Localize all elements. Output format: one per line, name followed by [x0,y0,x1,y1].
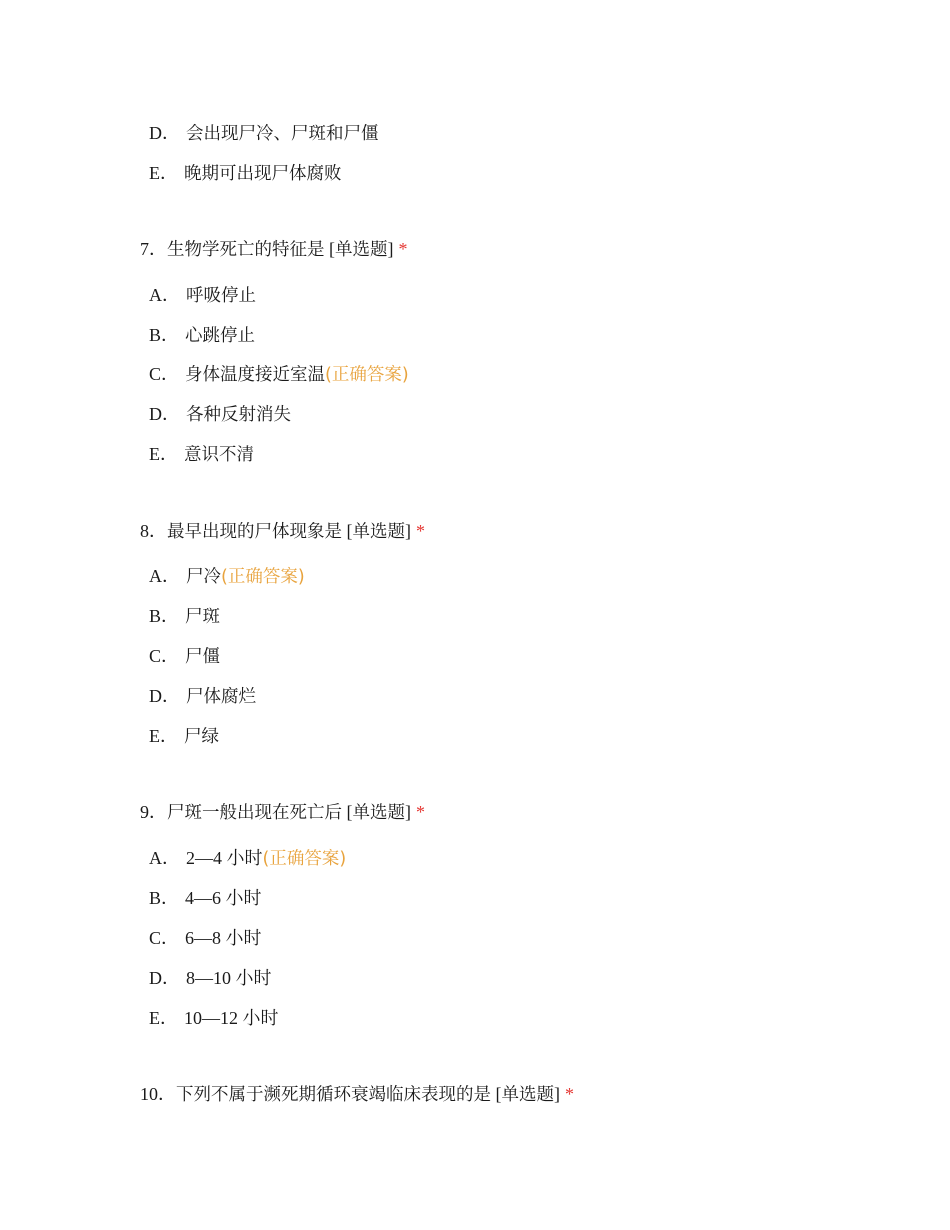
option [149,644,220,669]
option [149,926,262,950]
question-7-title [140,237,408,262]
option-text: 身体温度接近室温 [185,365,326,385]
option [149,724,219,749]
required-mark: * [416,521,425,541]
option-text: 10—12 小时 [184,1008,279,1028]
option-letter: E． [149,726,178,746]
required-mark: * [416,802,425,822]
option-text: 意识不清 [184,445,254,465]
option-e-prev [149,161,342,186]
option-letter: A． [149,848,180,868]
option-text: 会出现尸冷、尸斑和尸僵 [186,124,379,144]
option-letter: C． [149,364,180,384]
question-number: 8． [140,521,167,541]
option-text: 尸斑 [185,607,221,627]
question-number: 10． [140,1084,176,1104]
option [149,442,254,467]
option-letter: B． [149,325,180,345]
option-d-prev [149,121,379,146]
option [149,604,220,629]
option-correct [149,564,305,589]
option-letter: B． [149,606,180,626]
option-letter: E． [149,444,178,464]
option-letter: E． [149,1008,178,1028]
option-text: 8—10 小时 [186,968,272,988]
option-text: 尸体腐烂 [186,687,256,707]
option [149,684,256,709]
option-letter: E． [149,163,178,183]
option-letter: D． [149,123,180,143]
option [149,283,256,308]
question-type: [单选题] [495,1084,560,1105]
option-text: 心跳停止 [185,326,256,346]
option [149,886,262,910]
question-type: [单选题] [329,239,394,260]
question-9-title [140,800,425,825]
option-text: 尸僵 [185,647,221,667]
option-correct [149,362,409,387]
option [149,1006,279,1030]
question-text: 下列不属于濒死期循环衰竭临床表现的是 [176,1085,491,1105]
question-number: 9． [140,802,167,822]
option-text: 6—8 小时 [185,928,262,948]
option-text: 各种反射消失 [186,405,291,425]
question-number: 7． [140,239,167,259]
option-text: 尸绿 [184,727,219,747]
option-letter: A． [149,285,180,305]
option [149,323,255,348]
question-text: 尸斑一般出现在死亡后 [167,803,342,823]
option-text: 4—6 小时 [185,888,262,908]
option-text: 呼吸停止 [186,286,256,306]
question-text: 生物学死亡的特征是 [167,240,325,260]
option-letter: B． [149,888,180,908]
question-text: 最早出现的尸体现象是 [167,522,342,542]
option-letter: C． [149,646,180,666]
correct-answer-tag: (正确答案) [325,365,409,385]
option-letter: C． [149,928,180,948]
question-10-title [140,1082,574,1107]
option [149,402,291,427]
option-text: 2—4 小时 [186,848,263,868]
option [149,966,272,990]
question-8-title [140,519,425,544]
option-text: 尸冷 [186,567,221,587]
option-text: 晚期可出现尸体腐败 [184,164,342,184]
option-letter: D． [149,404,180,424]
option-letter: A． [149,566,180,586]
correct-answer-tag: (正确答案) [262,849,347,869]
option-letter: D． [149,968,180,988]
option-letter: D． [149,686,180,706]
question-type: [单选题] [346,521,411,542]
required-mark: * [398,239,408,259]
option-correct [149,846,346,871]
question-type: [单选题] [346,802,411,823]
required-mark: * [565,1084,574,1104]
correct-answer-tag: (正确答案) [221,567,305,587]
